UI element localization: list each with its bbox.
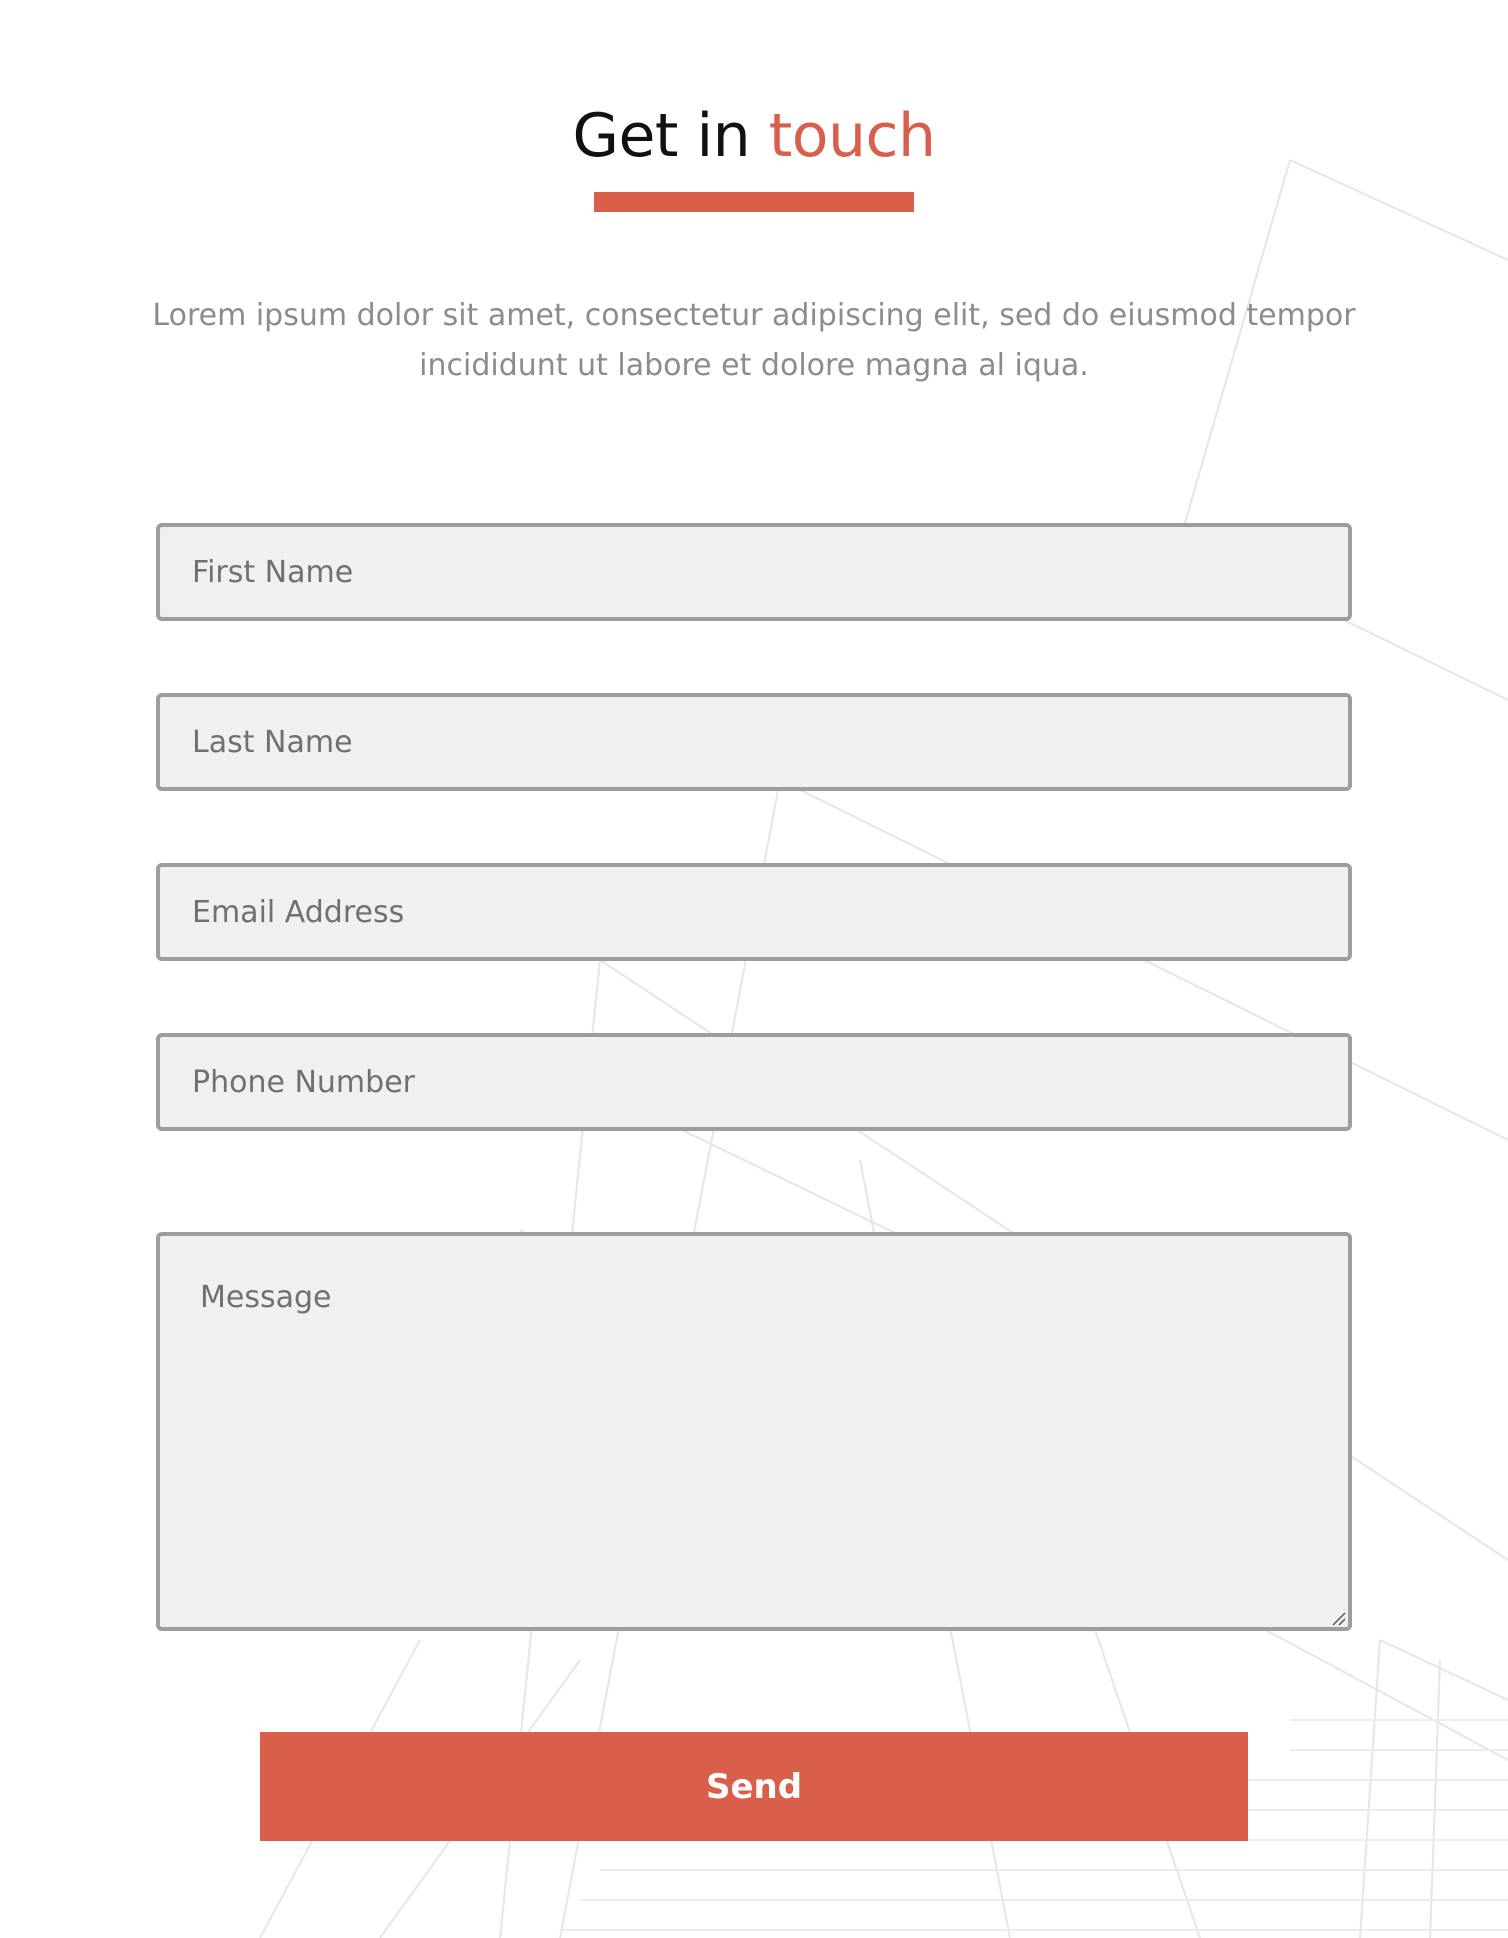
first-name-input[interactable] <box>156 523 1352 621</box>
email-input[interactable] <box>156 863 1352 961</box>
phone-input[interactable] <box>156 1033 1352 1131</box>
intro-text <box>150 291 1358 391</box>
page-title <box>0 98 1508 174</box>
page-title-accent: touch <box>768 101 936 172</box>
message-textarea[interactable] <box>156 1232 1352 1631</box>
intro-text-line-1: Lorem ipsum dolor sit amet, consectetur adipiscing elit, sed do eiusmod tempor <box>152 298 1356 333</box>
page-title-main: Get in <box>572 101 751 172</box>
send-button[interactable]: Send <box>260 1732 1248 1841</box>
intro-text-line-2: incididunt ut labore et dolore magna al iqua. <box>419 348 1089 383</box>
title-underline-divider <box>594 192 914 212</box>
last-name-input[interactable] <box>156 693 1352 791</box>
